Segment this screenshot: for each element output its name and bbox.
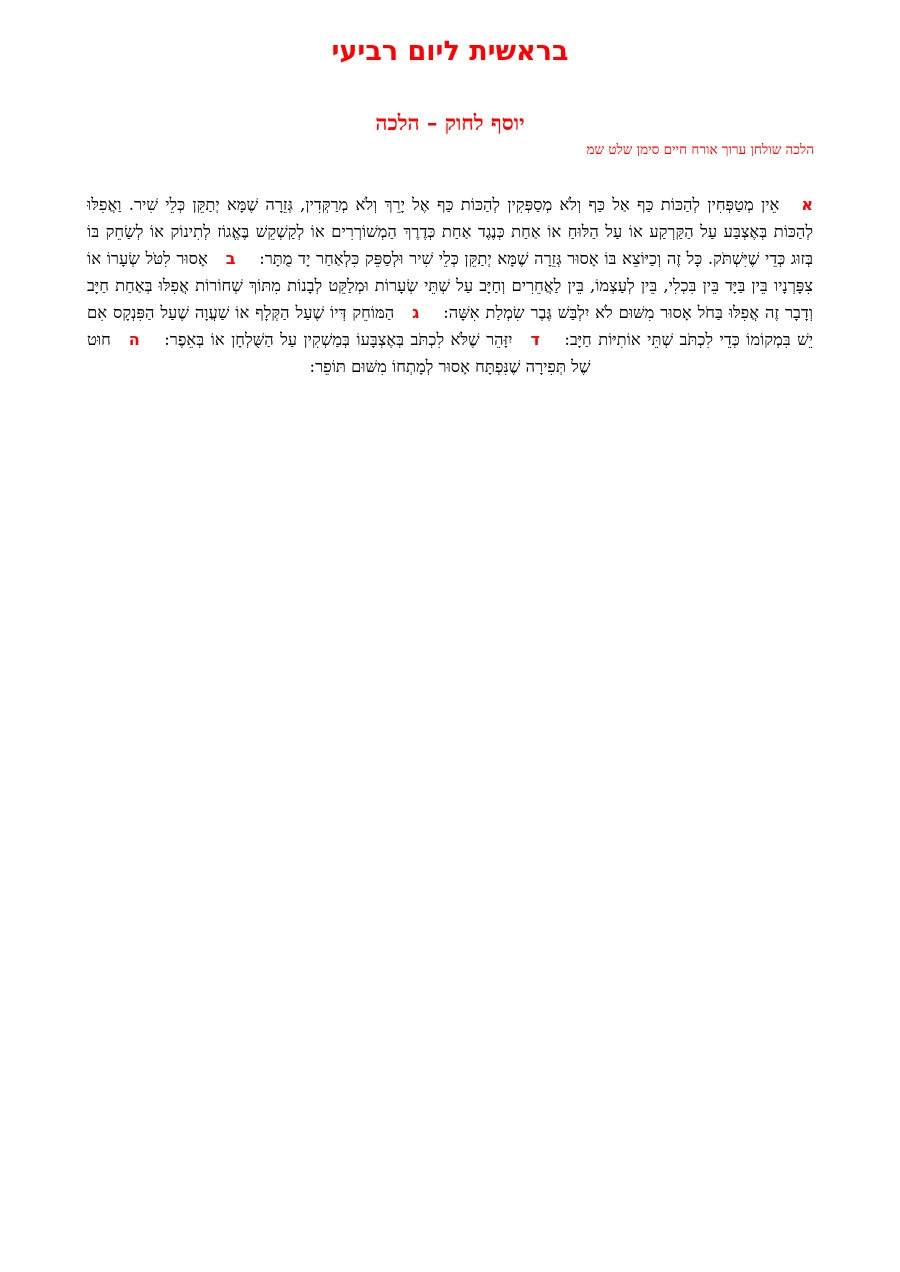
halacha-text: [87, 191, 813, 380]
seif-text: חוּט שֶׁל תְּפִירָה שֶׁנִּפְתָּח אָסוּר לְמָתְחוֹ מִשּׁוּם תּוֹפֵר:: [87, 330, 591, 376]
seif-letter: ג: [412, 303, 420, 322]
seif-letter: ד: [530, 330, 540, 349]
page-subtitle: יוסף לחוק – הלכה: [375, 110, 525, 135]
seif-text: הַמּוֹחֵק דְּיוֹ שֶׁעַל הַקְּלָף אוֹ שַׁעֲוָה שֶׁעַל הַפִּנְקָס אִם יֵשׁ בִּמְקוֹמוֹ כְּדֵי לִכְתֹּב שְׁתֵּי אוֹתִיּוֹת חַיָּב:: [87, 303, 813, 349]
seif-letter: א: [801, 195, 813, 214]
source-reference: הלכה שולחן ערוך אורח חיים סימן שלט שמ: [586, 142, 814, 158]
seif-text: אֵין מְטַפְּחִין לְהַכּוֹת כַּף אַל כַּף וְלֹא מְסַפְּקִין לְהַכּוֹת כַּף אֶל יָרֵךְ וְלֹא מְרַקְּדִין, גְּזֵרָה שֶׁמָּא יְתַקֵּן כְּלֵי שִׁיר. וַאֲפִלּוּ לְהַכּוֹת בְּאֶצְבַּע עַל הַקַּרְקַע אוֹ עַל הַלּוּחַ אוֹ אַחַת כְּנֶגֶד אַחַת כְּדֶרֶךְ הַמְשׁוֹרְרִים אוֹ לְקַשְׁקֵשׁ בֶּאֱגוֹז לְתִינוֹק אוֹ לְשַׂחֵק בּוֹ בְּזוּג כְּדֵי שֶׁיִּשְׁתֹּק. כָּל זֶה וְכַיּוֹצֵא בּוֹ אָסוּר גְּזֵרָה שֶׁמָּא יְתַקֵּן כְּלֵי שִׁיר וּלְסַפֵּק כִּלְאַחַר יָד מֻתָּר:: [87, 195, 813, 268]
page-title: בראשית ליום רביעי: [331, 36, 569, 67]
seif-text: אָסוּר לִטֹּל שְׂעָרוֹ אוֹ צִפָּרְנָיו בֵּין בַּיָּד בֵּין בִּכְלִי, בֵּין לְעַצְמוֹ, בֵּין לַאֲחֵרִים וְחַיָּב עַל שְׁתֵּי שְׂעָרוֹת וּמְלַקֵּט לְבָנוֹת מִתּוֹךְ שְׁחוֹרוֹת אֲפִלּוּ בְּאַחַת חַיָּב וְדָבָר זֶה אֲפִלּוּ בַּחֹל אָסוּר מִשּׁוּם לֹא יִלְבַּשׁ גֶּבֶר שִׂמְלַת אִשָּׁה:: [87, 249, 813, 322]
seif-paragraph: [164, 330, 558, 349]
seif-letter: ב: [225, 249, 236, 268]
seif-text: יִזָּהֵר שֶׁלֹּא לִכְתֹּב בְּאֶצְבָּעוֹ בְּמַשְׁקִין עַל הַשֻּׁלְחָן אוֹ בְּאֵפֶר:: [164, 330, 513, 349]
seif-letter: ה: [128, 330, 140, 349]
